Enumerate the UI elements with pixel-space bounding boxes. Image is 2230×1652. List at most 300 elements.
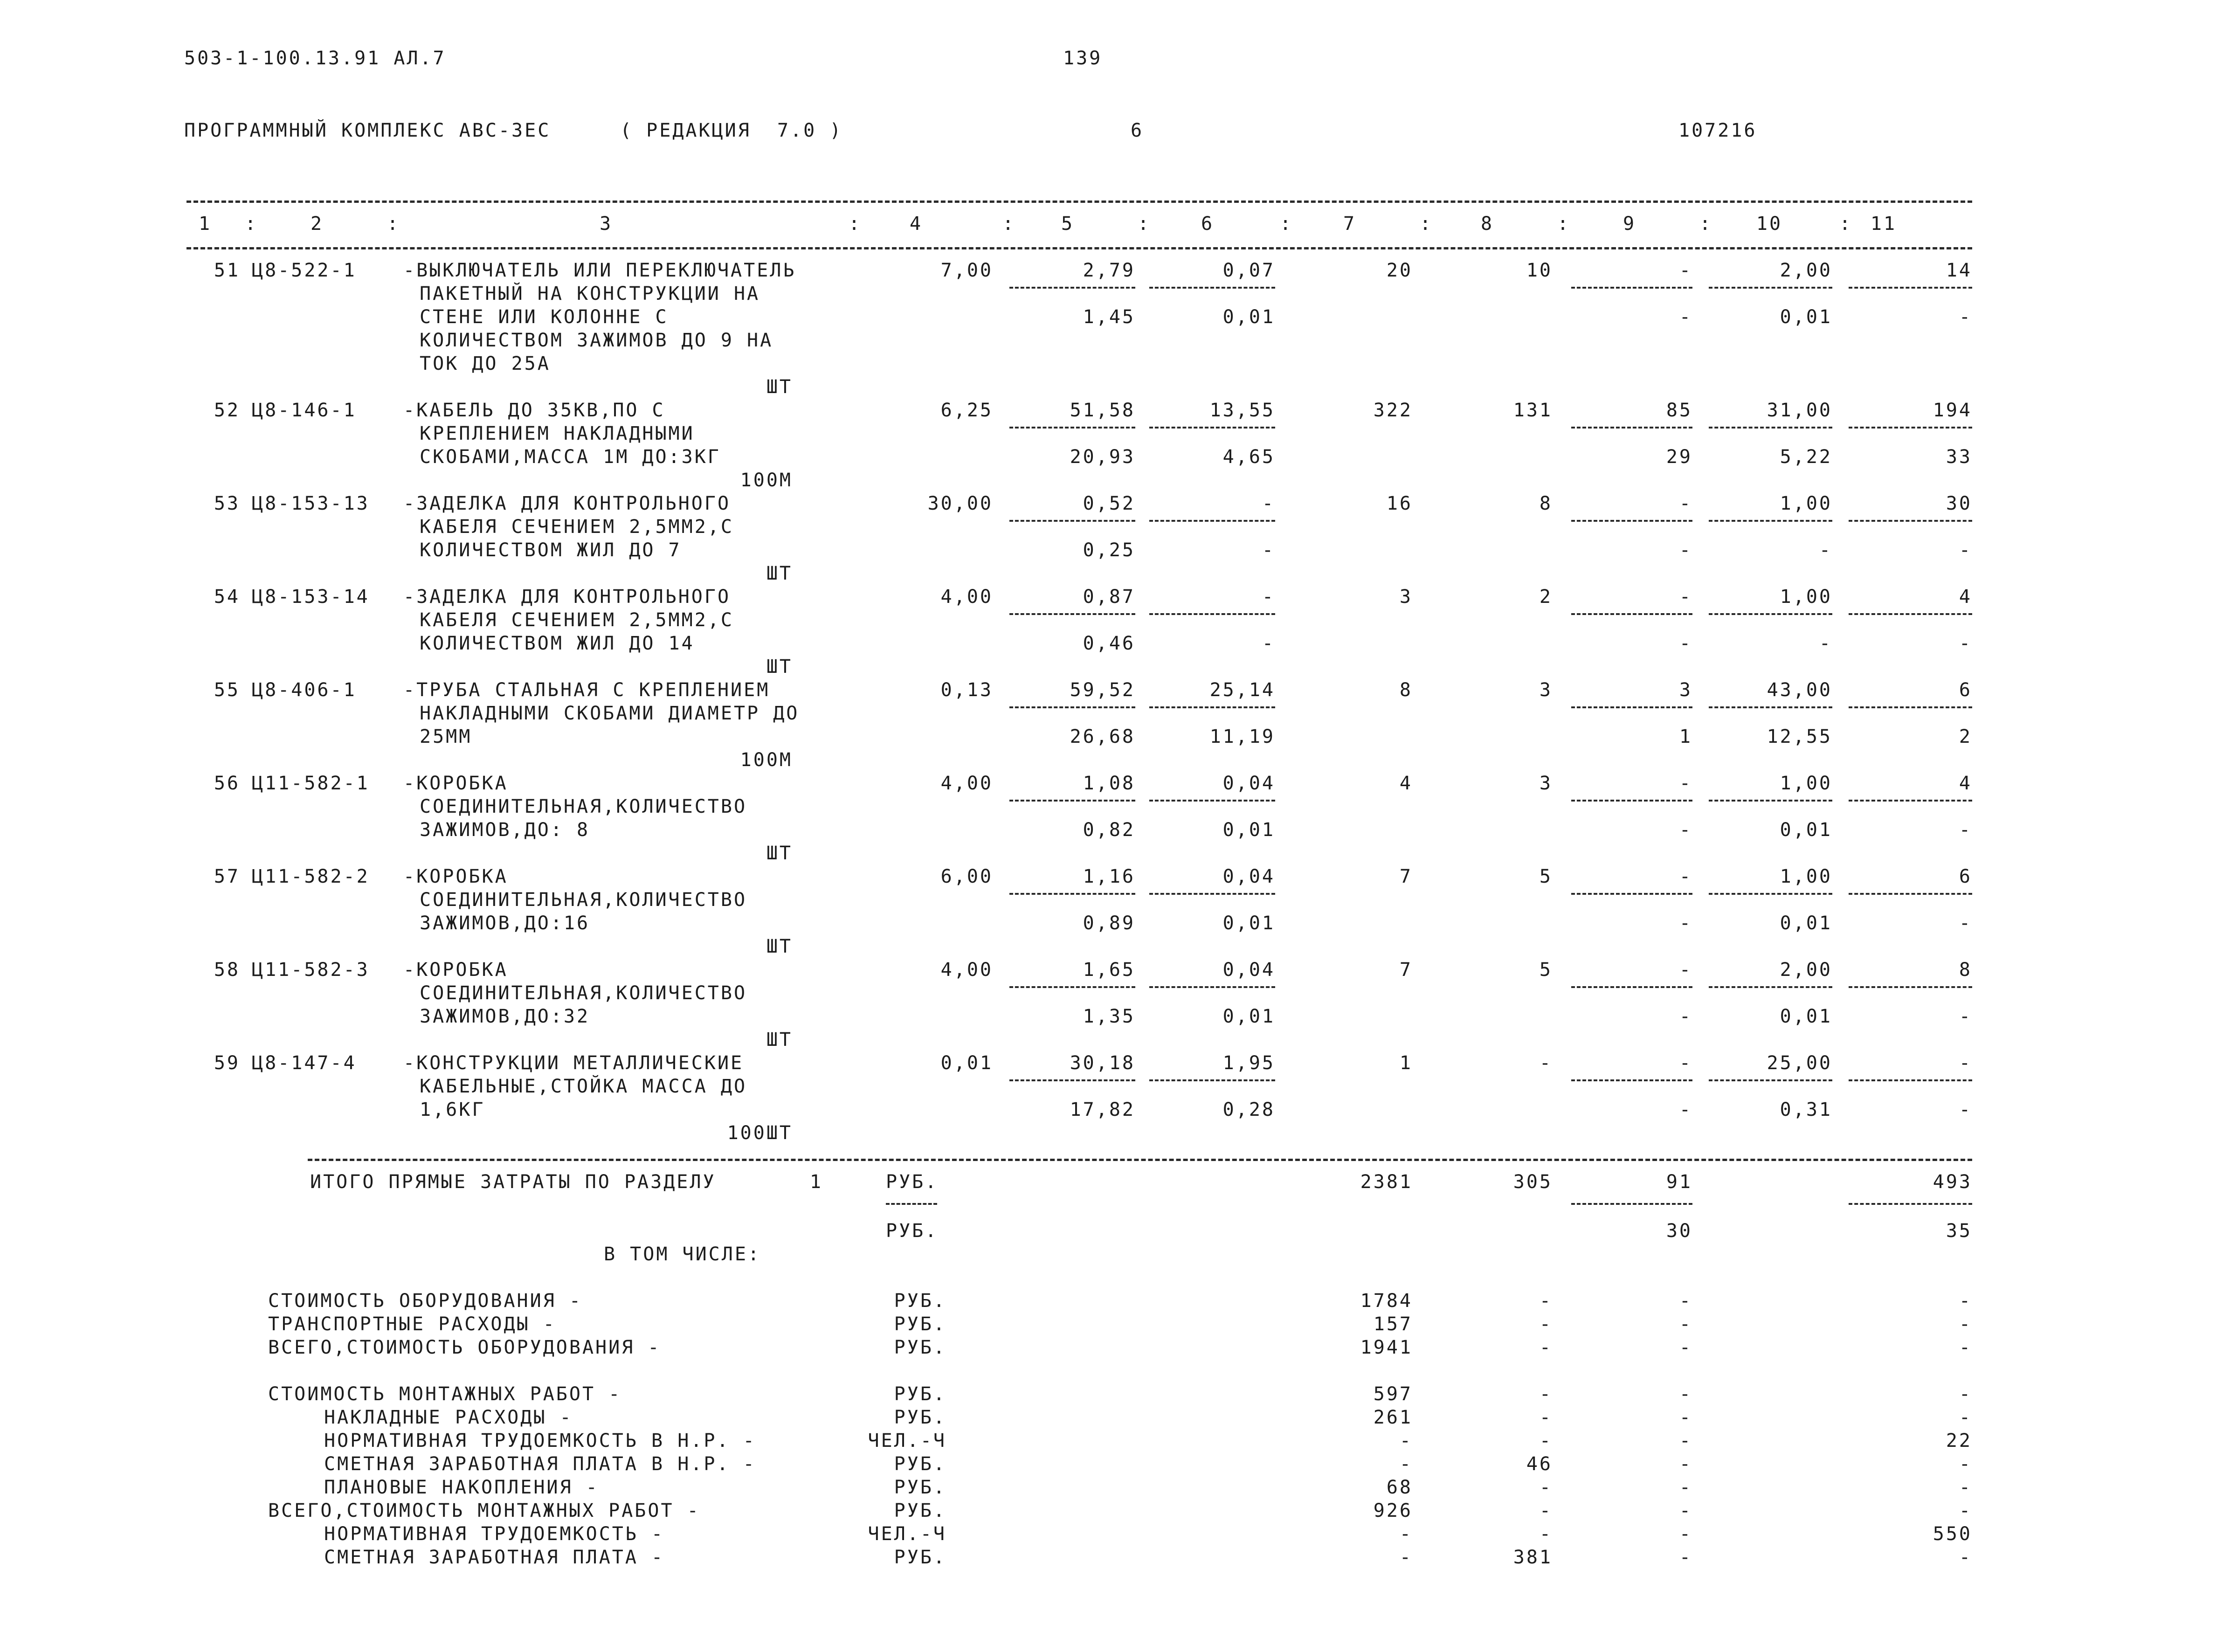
summary-unit: РУБ. [894, 1500, 946, 1521]
sub-rule [1849, 893, 1972, 895]
row-number: 51 [214, 260, 240, 281]
column-separator: : [245, 213, 258, 235]
summary-label: НОРМАТИВНАЯ ТРУДОЕМКОСТЬ В Н.Р. - [324, 1430, 756, 1452]
cell-col-6: - [1262, 586, 1275, 608]
cell-col-4: 4,00 [940, 959, 993, 981]
cell-col-8: 10 [1526, 260, 1553, 281]
sub-rule [1709, 893, 1832, 895]
program-edition: ( РЕДАКЦИЯ 7.0 ) [620, 120, 843, 141]
cell-col-5-sub: 26,68 [1070, 726, 1135, 747]
row-number: 52 [214, 400, 240, 421]
row-description-line: КАБЕЛЯ СЕЧЕНИЕМ 2,5ММ2,С [420, 609, 734, 631]
cell-col-9: - [1679, 260, 1692, 281]
cell-col-10: 1,00 [1780, 586, 1832, 608]
summary-col-7: 1941 [1360, 1337, 1413, 1358]
sub-rule [1149, 706, 1275, 708]
cell-col-5-sub: 1,45 [1083, 306, 1135, 328]
cell-col-4: 0,13 [940, 679, 993, 701]
sub-rule [1849, 287, 1972, 289]
total-section: 1 [809, 1171, 823, 1193]
column-header-6: 6 [1201, 213, 1215, 235]
cell-col-9-sub: - [1679, 1099, 1692, 1120]
cell-col-6: 0,04 [1222, 959, 1275, 981]
sub-rule [1149, 986, 1275, 988]
total-unit: РУБ. [886, 1171, 939, 1193]
cell-col-7: 16 [1386, 493, 1413, 514]
cell-col-7: 7 [1399, 866, 1413, 887]
sub-rule [1709, 1079, 1832, 1081]
summary-col-11: - [1959, 1547, 1972, 1568]
row-description-line: ЗАЖИМОВ,ДО:16 [420, 912, 590, 934]
summary-col-9: - [1679, 1523, 1692, 1545]
cell-col-7: 1 [1399, 1052, 1413, 1074]
sub-rule [1849, 1079, 1972, 1081]
sub-rule [1709, 706, 1832, 708]
summary-col-9: - [1679, 1453, 1692, 1475]
cell-col-8: 3 [1539, 773, 1553, 794]
summary-label: СМЕТНАЯ ЗАРАБОТНАЯ ПЛАТА В Н.Р. - [324, 1453, 756, 1475]
row-description-line: -ЗАДЕЛКА ДЛЯ КОНТРОЛЬНОГО [403, 493, 731, 514]
row-unit: ШТ [766, 936, 793, 957]
row-description-line: СОЕДИНИТЕЛЬНАЯ,КОЛИЧЕСТВО [420, 796, 747, 817]
cell-col-4: 4,00 [940, 586, 993, 608]
summary-unit: РУБ. [894, 1313, 946, 1335]
summary-unit: РУБ. [894, 1477, 946, 1498]
sub-rule [1571, 893, 1692, 895]
cell-col-9: - [1679, 773, 1692, 794]
summary-label: СТОИМОСТЬ ОБОРУДОВАНИЯ - [268, 1290, 582, 1312]
total-sub-rule [886, 1203, 937, 1205]
sub-rule [1849, 800, 1972, 802]
row-unit: ШТ [766, 376, 793, 398]
cell-col-7: 322 [1373, 400, 1413, 421]
summary-col-7: 157 [1373, 1313, 1413, 1335]
sub-rule [1709, 613, 1832, 615]
sub-rule [1149, 427, 1275, 429]
cell-col-9-sub: 1 [1679, 726, 1692, 747]
cell-col-8: 8 [1539, 493, 1553, 514]
document-number: 107216 [1678, 120, 1757, 141]
sub-rule [1571, 520, 1692, 522]
summary-label: ВСЕГО,СТОИМОСТЬ МОНТАЖНЫХ РАБОТ - [268, 1500, 700, 1521]
cell-col-11: - [1959, 1052, 1972, 1074]
sub-rule [1009, 706, 1135, 708]
cell-col-8: 3 [1539, 679, 1553, 701]
column-separator: : [1002, 213, 1016, 235]
sub-rule [1571, 427, 1692, 429]
cell-col-6: 13,55 [1209, 400, 1275, 421]
cell-col-6-sub: 0,01 [1222, 1006, 1275, 1027]
cell-col-11: 194 [1933, 400, 1972, 421]
sub-rule [1009, 800, 1135, 802]
sub-rule [1571, 287, 1692, 289]
cell-col-11-sub: - [1959, 306, 1972, 328]
summary-col-8: - [1539, 1290, 1553, 1312]
summary-unit: РУБ. [894, 1547, 946, 1568]
summary-label: ПЛАНОВЫЕ НАКОПЛЕНИЯ - [324, 1477, 599, 1498]
summary-col-11: - [1959, 1313, 1972, 1335]
sub-rule [1009, 893, 1135, 895]
row-description-line: 1,6КГ [420, 1099, 485, 1120]
cell-col-9: - [1679, 959, 1692, 981]
summary-col-9: - [1679, 1430, 1692, 1452]
cell-col-10-sub: 0,01 [1780, 819, 1832, 841]
sub-rule [1149, 800, 1275, 802]
row-number: 59 [214, 1052, 240, 1074]
row-unit: ШТ [766, 1029, 793, 1051]
summary-col-9: - [1679, 1290, 1692, 1312]
cell-col-6-sub: 4,65 [1222, 446, 1275, 468]
total-sub-rule [1849, 1203, 1972, 1205]
sub-rule [1709, 287, 1832, 289]
row-description-line: ТОК ДО 25А [420, 353, 551, 374]
summary-col-7: 597 [1373, 1383, 1413, 1405]
summary-col-7: - [1399, 1453, 1413, 1475]
including-label: В ТОМ ЧИСЛЕ: [604, 1244, 761, 1265]
cell-col-11-sub: - [1959, 1099, 1972, 1120]
row-code: Ц8-153-14 [252, 586, 370, 608]
row-number: 56 [214, 773, 240, 794]
row-number: 54 [214, 586, 240, 608]
summary-col-8: - [1539, 1383, 1553, 1405]
total-label: ИТОГО ПРЯМЫЕ ЗАТРАТЫ ПО РАЗДЕЛУ [310, 1171, 716, 1193]
row-unit: ШТ [766, 656, 793, 677]
cell-col-6: - [1262, 493, 1275, 514]
cell-col-5: 51,58 [1070, 400, 1135, 421]
cell-col-9-sub: - [1679, 539, 1692, 561]
summary-unit: ЧЕЛ.-Ч [868, 1430, 946, 1452]
summary-col-8: 46 [1526, 1453, 1553, 1475]
cell-col-5: 0,87 [1083, 586, 1135, 608]
cell-col-6-sub: 0,01 [1222, 912, 1275, 934]
row-description-line: -КОРОБКА [403, 959, 508, 981]
summary-unit: РУБ. [894, 1383, 946, 1405]
cell-col-8: 2 [1539, 586, 1553, 608]
summary-col-8: - [1539, 1500, 1553, 1521]
row-description-line: -КОРОБКА [403, 866, 508, 887]
column-separator: : [1280, 213, 1293, 235]
sub-rule [1009, 520, 1135, 522]
column-header-3: 3 [599, 213, 613, 235]
summary-col-8: - [1539, 1477, 1553, 1498]
program-name: ПРОГРАММНЫЙ КОМПЛЕКС АВС-3ЕС [184, 120, 551, 141]
summary-col-11: - [1959, 1383, 1972, 1405]
cell-col-5-sub: 17,82 [1070, 1099, 1135, 1120]
row-description-line: СКОБАМИ,МАССА 1М ДО:3КГ [420, 446, 721, 468]
column-separator: : [1699, 213, 1713, 235]
cell-col-11-sub: - [1959, 539, 1972, 561]
total-col-7: 2381 [1360, 1171, 1413, 1193]
row-description-line: КАБЕЛЯ СЕЧЕНИЕМ 2,5ММ2,С [420, 516, 734, 538]
row-description-line: КРЕПЛЕНИЕМ НАКЛАДНЫМИ [420, 423, 695, 444]
row-description-line: СОЕДИНИТЕЛЬНАЯ,КОЛИЧЕСТВО [420, 889, 747, 911]
summary-col-9: - [1679, 1313, 1692, 1335]
cell-col-11: 4 [1959, 586, 1972, 608]
row-unit: 100М [740, 749, 793, 771]
cell-col-10: 2,00 [1780, 260, 1832, 281]
cell-col-11: 6 [1959, 679, 1972, 701]
cell-col-5-sub: 1,35 [1083, 1006, 1135, 1027]
summary-col-9: - [1679, 1383, 1692, 1405]
summary-col-11: - [1959, 1337, 1972, 1358]
cell-col-10: 1,00 [1780, 493, 1832, 514]
sub-rule [1709, 986, 1832, 988]
column-header-2: 2 [310, 213, 324, 235]
cell-col-10-sub: 12,55 [1767, 726, 1832, 747]
row-description-line: -КОНСТРУКЦИИ МЕТАЛЛИЧЕСКИЕ [403, 1052, 744, 1074]
summary-col-11: - [1959, 1477, 1972, 1498]
sub-rule [1009, 986, 1135, 988]
cell-col-10-sub: 0,01 [1780, 1006, 1832, 1027]
sub-rule [1709, 800, 1832, 802]
cell-col-4: 6,00 [940, 866, 993, 887]
sub-rule [1009, 613, 1135, 615]
cell-col-5-sub: 20,93 [1070, 446, 1135, 468]
cell-col-5: 2,79 [1083, 260, 1135, 281]
cell-col-10-sub: 0,31 [1780, 1099, 1832, 1120]
summary-col-9: - [1679, 1477, 1692, 1498]
sub-rule [1709, 427, 1832, 429]
summary-label: СТОИМОСТЬ МОНТАЖНЫХ РАБОТ - [268, 1383, 622, 1405]
cell-col-5-sub: 0,89 [1083, 912, 1135, 934]
row-number: 58 [214, 959, 240, 981]
summary-col-7: - [1399, 1547, 1413, 1568]
cell-col-10-sub: 0,01 [1780, 912, 1832, 934]
cell-col-8: 5 [1539, 959, 1553, 981]
sub-rule [1571, 706, 1692, 708]
sub-rule [1849, 706, 1972, 708]
cell-col-6: 0,04 [1222, 866, 1275, 887]
summary-col-7: 261 [1373, 1407, 1413, 1428]
row-code: Ц8-147-4 [252, 1052, 357, 1074]
sub-rule [1571, 613, 1692, 615]
cell-col-11-sub: - [1959, 633, 1972, 654]
row-description-line: СТЕНЕ ИЛИ КОЛОННЕ С [420, 306, 669, 328]
cell-col-7: 8 [1399, 679, 1413, 701]
summary-col-9: - [1679, 1500, 1692, 1521]
summary-col-8: - [1539, 1430, 1553, 1452]
cell-col-5-sub: 0,46 [1083, 633, 1135, 654]
sub-rule [1571, 986, 1692, 988]
cell-col-5: 59,52 [1070, 679, 1135, 701]
summary-unit: РУБ. [894, 1337, 946, 1358]
total-col-8: 305 [1513, 1171, 1553, 1193]
cell-col-11-sub: 2 [1959, 726, 1972, 747]
row-unit: 100М [740, 470, 793, 491]
sub-rule [1009, 427, 1135, 429]
row-description-line: НАКЛАДНЫМИ СКОБАМИ ДИАМЕТР ДО [420, 703, 800, 724]
sub-rule [1149, 1079, 1275, 1081]
summary-col-11: - [1959, 1500, 1972, 1521]
cell-col-11-sub: 33 [1946, 446, 1972, 468]
cell-col-11: 14 [1946, 260, 1972, 281]
table-bottom-rule [308, 1159, 1972, 1161]
cell-col-10: 31,00 [1767, 400, 1832, 421]
cell-col-10-sub: 0,01 [1780, 306, 1832, 328]
cell-col-10: 25,00 [1767, 1052, 1832, 1074]
column-separator: : [1138, 213, 1151, 235]
summary-unit: РУБ. [894, 1407, 946, 1428]
column-header-8: 8 [1480, 213, 1494, 235]
table-top-rule [186, 200, 1972, 203]
row-number: 55 [214, 679, 240, 701]
summary-col-7: 926 [1373, 1500, 1413, 1521]
summary-label: НАКЛАДНЫЕ РАСХОДЫ - [324, 1407, 573, 1428]
cell-col-9-sub: - [1679, 819, 1692, 841]
summary-col-11: - [1959, 1453, 1972, 1475]
page-number: 139 [1063, 48, 1103, 69]
summary-col-8: - [1539, 1313, 1553, 1335]
column-header-7: 7 [1343, 213, 1357, 235]
cell-col-9: - [1679, 586, 1692, 608]
cell-col-9-sub: - [1679, 633, 1692, 654]
summary-label: СМЕТНАЯ ЗАРАБОТНАЯ ПЛАТА - [324, 1547, 665, 1568]
cell-col-9-sub: 29 [1666, 446, 1692, 468]
cell-col-10-sub: - [1819, 633, 1832, 654]
summary-col-11: - [1959, 1290, 1972, 1312]
summary-label: ТРАНСПОРТНЫЕ РАСХОДЫ - [268, 1313, 556, 1335]
total-sub-rule [1571, 1203, 1692, 1205]
row-code: Ц11-582-3 [252, 959, 370, 981]
sub-rule [1149, 893, 1275, 895]
row-description-line: КОЛИЧЕСТВОМ ЖИЛ ДО 14 [420, 633, 695, 654]
row-number: 53 [214, 493, 240, 514]
row-description-line: СОЕДИНИТЕЛЬНАЯ,КОЛИЧЕСТВО [420, 982, 747, 1004]
column-separator: : [387, 213, 400, 235]
cell-col-7: 7 [1399, 959, 1413, 981]
column-header-10: 10 [1756, 213, 1783, 235]
summary-col-7: 68 [1386, 1477, 1413, 1498]
cell-col-5: 0,52 [1083, 493, 1135, 514]
column-header-5: 5 [1061, 213, 1075, 235]
cell-col-9: - [1679, 866, 1692, 887]
total-unit-sub: РУБ. [886, 1220, 939, 1242]
row-code: Ц8-522-1 [252, 260, 357, 281]
cell-col-10: 1,00 [1780, 866, 1832, 887]
sub-rule [1849, 520, 1972, 522]
cell-col-9-sub: - [1679, 1006, 1692, 1027]
summary-col-9: - [1679, 1547, 1692, 1568]
summary-col-9: - [1679, 1407, 1692, 1428]
sub-rule [1849, 613, 1972, 615]
sub-rule [1149, 287, 1275, 289]
cell-col-11: 8 [1959, 959, 1972, 981]
summary-col-11: 22 [1946, 1430, 1972, 1452]
cell-col-4: 6,25 [940, 400, 993, 421]
row-unit: 100ШТ [727, 1122, 793, 1144]
sub-rule [1149, 520, 1275, 522]
summary-unit: РУБ. [894, 1290, 946, 1312]
cell-col-11: 4 [1959, 773, 1972, 794]
summary-label: НОРМАТИВНАЯ ТРУДОЕМКОСТЬ - [324, 1523, 665, 1545]
sub-rule [1849, 986, 1972, 988]
cell-col-11: 6 [1959, 866, 1972, 887]
cell-col-6-sub: - [1262, 539, 1275, 561]
row-code: Ц11-582-1 [252, 773, 370, 794]
column-header-9: 9 [1622, 213, 1636, 235]
sheet-number: 6 [1131, 120, 1144, 141]
row-description-line: ЗАЖИМОВ,ДО:32 [420, 1006, 590, 1027]
sub-rule [1571, 1079, 1692, 1081]
cell-col-5: 1,16 [1083, 866, 1135, 887]
cell-col-5: 30,18 [1070, 1052, 1135, 1074]
cell-col-5-sub: 0,25 [1083, 539, 1135, 561]
summary-col-7: - [1399, 1523, 1413, 1545]
row-code: Ц8-406-1 [252, 679, 357, 701]
cell-col-6-sub: 0,01 [1222, 306, 1275, 328]
cell-col-4: 0,01 [940, 1052, 993, 1074]
cell-col-11-sub: - [1959, 1006, 1972, 1027]
cell-col-9-sub: - [1679, 912, 1692, 934]
summary-unit: ЧЕЛ.-Ч [868, 1523, 946, 1545]
column-separator: : [1557, 213, 1571, 235]
cell-col-6: 1,95 [1222, 1052, 1275, 1074]
cell-col-9: - [1679, 493, 1692, 514]
cell-col-10: 1,00 [1780, 773, 1832, 794]
summary-col-9: - [1679, 1337, 1692, 1358]
total-col-9: 91 [1666, 1171, 1692, 1193]
cell-col-10-sub: 5,22 [1780, 446, 1832, 468]
row-description-line: ПАКЕТНЫЙ НА КОНСТРУКЦИИ НА [420, 283, 760, 304]
summary-col-8: 381 [1513, 1547, 1553, 1568]
cell-col-10: 43,00 [1767, 679, 1832, 701]
cell-col-6-sub: 11,19 [1209, 726, 1275, 747]
summary-col-11: - [1959, 1407, 1972, 1428]
cell-col-4: 30,00 [927, 493, 993, 514]
row-description-line: КОЛИЧЕСТВОМ ЗАЖИМОВ ДО 9 НА [420, 330, 773, 351]
summary-col-7: 1784 [1360, 1290, 1413, 1312]
cell-col-11-sub: - [1959, 912, 1972, 934]
total-col-11-sub: 35 [1946, 1220, 1972, 1242]
cell-col-9-sub: - [1679, 306, 1692, 328]
row-description-line: -ЗАДЕЛКА ДЛЯ КОНТРОЛЬНОГО [403, 586, 731, 608]
row-description-line: 25ММ [420, 726, 472, 747]
cell-col-6-sub: 0,01 [1222, 819, 1275, 841]
summary-label: ВСЕГО,СТОИМОСТЬ ОБОРУДОВАНИЯ - [268, 1337, 661, 1358]
sub-rule [1009, 287, 1135, 289]
cell-col-6: 0,04 [1222, 773, 1275, 794]
total-col-11: 493 [1933, 1171, 1972, 1193]
cell-col-5: 1,65 [1083, 959, 1135, 981]
cell-col-7: 4 [1399, 773, 1413, 794]
cell-col-11-sub: - [1959, 819, 1972, 841]
sub-rule [1849, 427, 1972, 429]
cell-col-5-sub: 0,82 [1083, 819, 1135, 841]
row-unit: ШТ [766, 563, 793, 584]
cell-col-6: 0,07 [1222, 260, 1275, 281]
sub-rule [1709, 520, 1832, 522]
cell-col-6-sub: - [1262, 633, 1275, 654]
cell-col-4: 4,00 [940, 773, 993, 794]
summary-unit: РУБ. [894, 1453, 946, 1475]
cell-col-4: 7,00 [940, 260, 993, 281]
summary-col-7: - [1399, 1430, 1413, 1452]
column-header-1: 1 [198, 213, 212, 235]
cell-col-10-sub: - [1819, 539, 1832, 561]
total-col-9-sub: 30 [1666, 1220, 1692, 1242]
cell-col-9: - [1679, 1052, 1692, 1074]
row-unit: ШТ [766, 843, 793, 864]
cell-col-10: 2,00 [1780, 959, 1832, 981]
summary-col-8: - [1539, 1337, 1553, 1358]
cell-col-6-sub: 0,28 [1222, 1099, 1275, 1120]
row-description-line: -КАБЕЛЬ ДО 35КВ,ПО С [403, 400, 665, 421]
row-description-line: -ВЫКЛЮЧАТЕЛЬ ИЛИ ПЕРЕКЛЮЧАТЕЛЬ [403, 260, 796, 281]
summary-col-11: 550 [1933, 1523, 1972, 1545]
summary-col-8: - [1539, 1523, 1553, 1545]
doc-code: 503-1-100.13.91 АЛ.7 [184, 48, 446, 69]
row-code: Ц8-153-13 [252, 493, 370, 514]
